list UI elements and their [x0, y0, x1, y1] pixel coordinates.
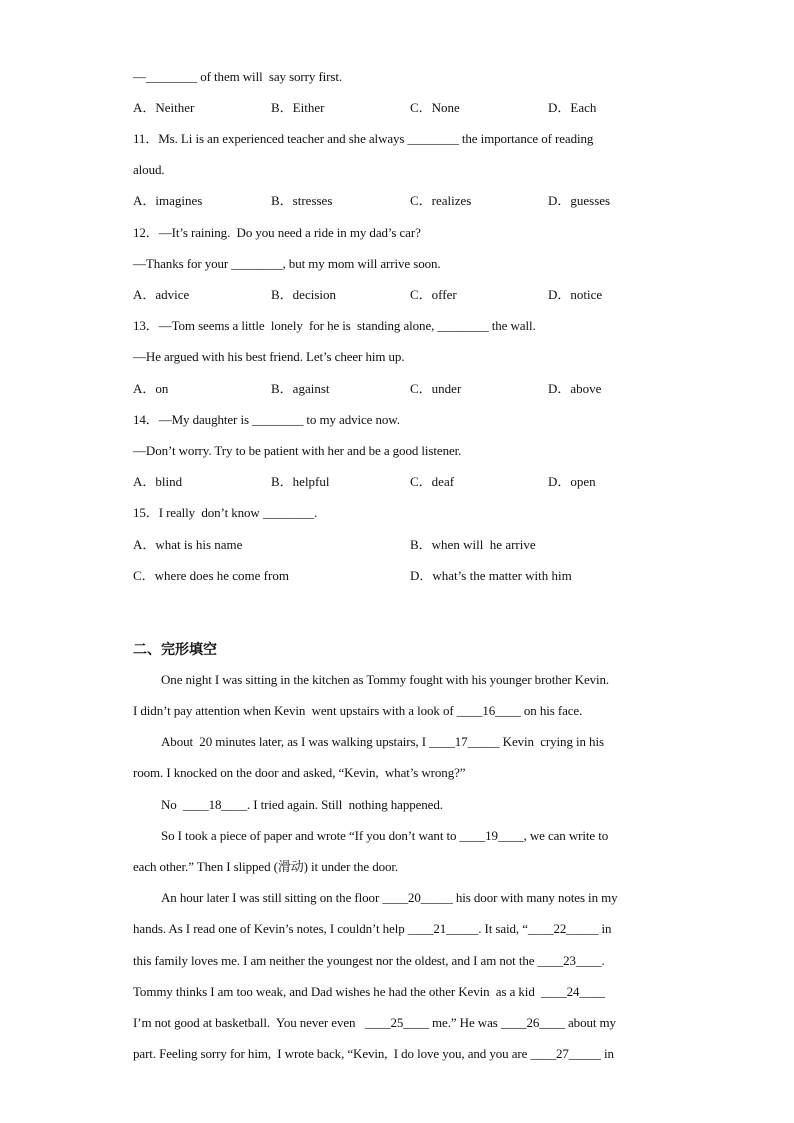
q13-option-d: D．above — [548, 381, 602, 396]
q12-line-2: —Thanks for your ________, but my mom will arrive soon. — [133, 256, 441, 271]
passage-line: No ____18____. I tried again. Still nothing happened. — [161, 797, 443, 812]
passage-line: Tommy thinks I am too weak, and Dad wishes he had the other Kevin as a kid ____24____ — [133, 984, 606, 999]
section-heading: 二、完形填空 — [133, 642, 217, 658]
q10-line: —________ of them will say sorry first. — [133, 69, 343, 84]
q13-option-c: C．under — [410, 381, 462, 396]
q11-option-c: C．realizes — [410, 193, 472, 208]
q10-option-d: D．Each — [548, 100, 597, 115]
q10-option-a: A．Neither — [133, 100, 195, 115]
q12-option-c: C．offer — [410, 287, 457, 302]
q10-option-b: B．Either — [271, 100, 325, 115]
q13-line-1: 13．—Tom seems a little lonely for he is standing alone, ________ the wall. — [133, 318, 536, 333]
q13-option-a: A．on — [133, 381, 169, 396]
q14-option-c: C．deaf — [410, 474, 455, 489]
q11-line-1: 11．Ms. Li is an experienced teacher and she always ________ the importance of reading — [133, 131, 594, 146]
q11-option-b: B．stresses — [271, 193, 333, 208]
q14-option-d: D．open — [548, 474, 596, 489]
q12-option-d: D．notice — [548, 287, 603, 302]
q15-option-a: A．what is his name — [133, 537, 243, 552]
q15-line: 15．I really don’t know ________. — [133, 505, 318, 520]
q15-option-d: D．what’s the matter with him — [410, 568, 572, 583]
q11-line-2: aloud. — [133, 162, 165, 177]
q15-option-b: B．when will he arrive — [410, 537, 536, 552]
q12-line-1: 12．—It’s raining. Do you need a ride in my dad’s car? — [133, 225, 421, 240]
passage-line: About 20 minutes later, as I was walking upstairs, I ____17_____ Kevin crying in his — [161, 734, 604, 749]
passage-line: each other.” Then I slipped (滑动) it under the door. — [133, 859, 399, 874]
q10-option-c: C．None — [410, 100, 460, 115]
passage-line: I’m not good at basketball. You never even ____25____ me.” He was ____26____ about my — [133, 1015, 616, 1030]
passage-line: part. Feeling sorry for him, I wrote back, “Kevin, I do love you, and you are ____27_____ in — [133, 1046, 614, 1061]
passage-line: room. I knocked on the door and asked, “Kevin, what’s wrong?” — [133, 765, 466, 780]
q14-option-a: A．blind — [133, 474, 183, 489]
q11-option-d: D．guesses — [548, 193, 611, 208]
passage-line: hands. As I read one of Kevin’s notes, I couldn’t help ____21_____. It said, “____22_____ in — [133, 921, 612, 936]
q15-option-c: C．where does he come from — [133, 568, 289, 583]
q12-option-a: A．advice — [133, 287, 190, 302]
q12-option-b: B．decision — [271, 287, 336, 302]
passage-line: I didn’t pay attention when Kevin went upstairs with a look of ____16____ on his face. — [133, 703, 583, 718]
passage-line: this family loves me. I am neither the youngest nor the oldest, and I am not the ____23____. — [133, 953, 605, 968]
passage-line: An hour later I was still sitting on the floor ____20_____ his door with many notes in my — [161, 890, 618, 905]
q13-option-b: B．against — [271, 381, 330, 396]
q14-option-b: B．helpful — [271, 474, 330, 489]
q14-line-2: —Don’t worry. Try to be patient with her and be a good listener. — [133, 443, 462, 458]
q11-option-a: A．imagines — [133, 193, 203, 208]
q14-line-1: 14．—My daughter is ________ to my advice now. — [133, 412, 400, 427]
passage-line: So I took a piece of paper and wrote “If you don’t want to ____19____, we can write to — [161, 828, 609, 843]
q13-line-2: —He argued with his best friend. Let’s cheer him up. — [133, 349, 405, 364]
passage-line: One night I was sitting in the kitchen as Tommy fought with his younger brother Kevin. — [161, 672, 610, 687]
